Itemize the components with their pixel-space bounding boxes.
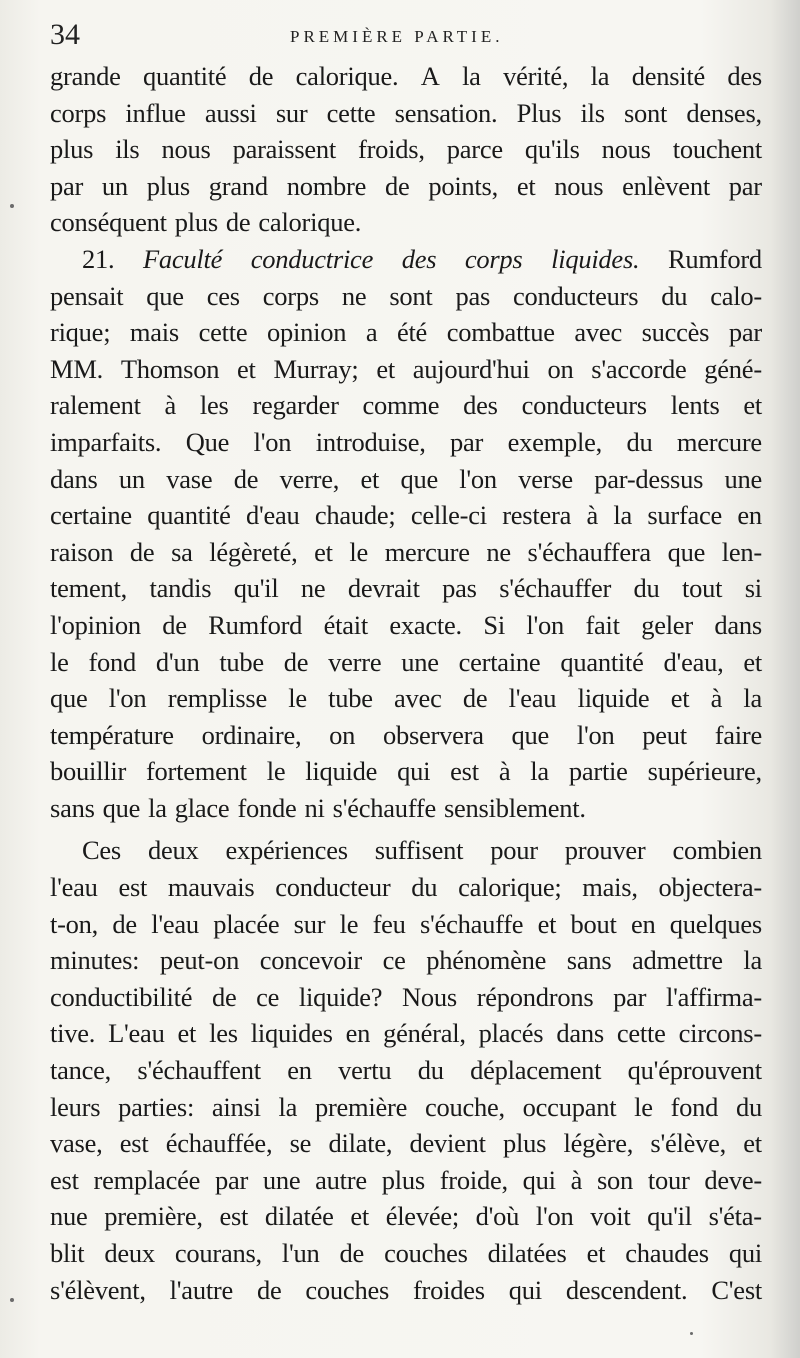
section-title-word: corps [464, 243, 523, 274]
text-line: imparfaits. Que l'on introduise, par exemple, du mercure [50, 426, 762, 457]
text-line: l'opinion de Rumford était exacte. Si l'on fait geler dans [50, 609, 762, 640]
text-line: que l'on remplisse le tube avec de l'eau liquide et à la [50, 683, 762, 714]
text-line: minutes: peut-on concevoir ce phénomène sans admettre la [50, 945, 762, 976]
text-line: plus ils nous paraissent froids, parce qu'ils nous touchent [50, 134, 762, 165]
section-heading-line: 21. Faculté conductrice des corps liquides. Rumford [50, 241, 762, 278]
running-head: PREMIÈRE PARTIE. [290, 27, 504, 46]
text-line: raison de sa légèreté, et le mercure ne s'échauffera que len- [50, 536, 762, 567]
ink-speck [10, 204, 14, 208]
section-title-word: liquides. [551, 243, 640, 274]
text-line: certaine quantité d'eau chaude; celle-ci restera à la surface en [50, 500, 762, 531]
text-line: conductibilité de ce liquide? Nous répondrons par l'affirma- [50, 981, 762, 1012]
text-line: dans un vase de verre, et que l'on verse par-dessus une [50, 463, 762, 494]
page-header [50, 14, 762, 58]
text-line: vase, est échauffée, se dilate, devient plus légère, s'élève, et [50, 1128, 762, 1159]
text-line: Ces deux expériences suffisent pour prouver combien [82, 835, 762, 866]
text-line: conséquent plus de calorique. [50, 207, 362, 238]
text-line: est remplacée par une autre plus froide, qui à son tour deve- [50, 1164, 762, 1195]
text-line: par un plus grand nombre de points, et nous enlèvent par [50, 170, 762, 201]
ink-speck [10, 1298, 14, 1302]
text-line: blit deux courans, l'un de couches dilatées et chaudes qui [50, 1238, 762, 1268]
section-title-word: conductrice [250, 243, 374, 274]
text-line: t-on, de l'eau placée sur le feu s'échauffe et bout en quelques [50, 908, 762, 939]
text-line: corps influe aussi sur cette sensation. Plus ils sont denses, [50, 97, 762, 128]
text-line: tement, tandis qu'il ne devrait pas s'échauffer du tout si [50, 573, 762, 604]
body-text [50, 58, 762, 1308]
text-line: grande quantité de calorique. A la vérité, la densité des [50, 61, 762, 91]
text-line: tive. L'eau et les liquides en général, placés dans cette circons- [50, 1018, 762, 1049]
section-number: 21. [82, 243, 115, 274]
text-line: tance, s'échauffent en vertu du déplacement qu'éprouvent [50, 1055, 762, 1086]
section-title-word: des [401, 243, 437, 274]
text-line: l'eau est mauvais conducteur du calorique; mais, objectera- [50, 872, 762, 903]
text-line: bouillir fortement le liquide qui est à la partie supérieure, [50, 756, 762, 787]
text-line: ralement à les regarder comme des conducteurs lents et [50, 390, 762, 421]
text-line: température ordinaire, on observera que l'on peut faire [50, 719, 762, 750]
text-line: rique; mais cette opinion a été combattue avec succès par [50, 317, 762, 348]
text-line: leurs parties: ainsi la première couche, occupant le fond du [50, 1091, 762, 1122]
text-line: nue première, est dilatée et élevée; d'où l'on voit qu'il s'éta- [50, 1201, 762, 1232]
text-line: pensait que ces corps ne sont pas conducteurs du calo- [50, 280, 762, 311]
text-line: MM. Thomson et Murray; et aujourd'hui on s'accorde géné- [50, 353, 762, 384]
section-title-word: Faculté [142, 243, 223, 274]
text-line: le fond d'un tube de verre une certaine quantité d'eau, et [50, 646, 762, 677]
ink-speck [690, 1332, 693, 1335]
page-number: 34 [50, 18, 80, 51]
text-line: sans que la glace fonde ni s'échauffe sensiblement. [50, 792, 586, 823]
text-line: s'élèvent, l'autre de couches froides qui descendent. C'est [50, 1274, 762, 1305]
